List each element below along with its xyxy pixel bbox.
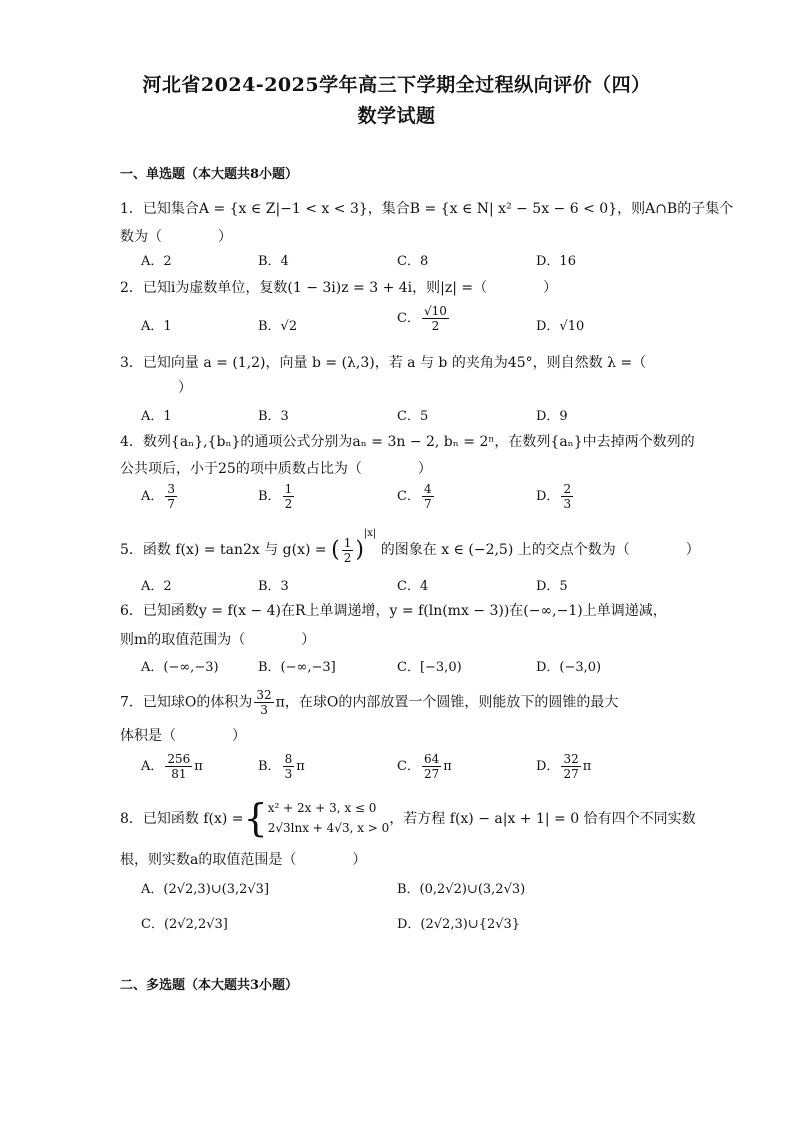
q8-option-a: A．(2√2,3)∪(3,2√3] [141,882,270,897]
q4-option-d [536,482,575,511]
q4-option-c-label: C． [397,489,420,504]
exam-title: 河北省2024-2025学年高三下学期全过程纵向评价（四） [142,74,651,96]
q7-option-a-numerator: 256 [167,752,191,766]
q7-option-a-denominator: 81 [171,767,187,781]
q7-option-b-denominator: 3 [284,767,293,781]
q6-stem-line2: 则m的取值范围为（ ） [120,632,316,648]
q4-stem-line1: 4．数列{aₙ},{bₙ}的通项公式分别为aₙ = 3n − 2, bₙ = 2ⁿ，在数列{aₙ}中去掉两个数列的 [120,434,695,450]
q7-option-c-fraction [422,752,441,781]
q8-stem-line1 [120,796,696,840]
q2-option-c [397,304,451,333]
q1-stem-line1: 1．已知集合A = {x ∈ Z|−1 < x < 3}，集合B = {x ∈ N| x² − 5x − 6 < 0}，则A∩B的子集个 [120,201,734,217]
q7-fraction-denominator: 3 [260,703,268,717]
q7-stem-post: π，在球O的内部放置一个圆锥，则能放下的圆锥的最大 [275,694,619,711]
q4-option-b-numerator: 1 [284,482,293,496]
section-heading-multiple-choice: 二、多选题（本大题共3小题） [120,978,299,993]
q7-option-a-fraction [165,752,192,781]
q7-option-c-pi: π [443,759,452,774]
q1-option-d: D．16 [536,254,576,269]
q8-option-c: C．(2√2,2√3] [141,917,228,932]
section-heading-single-choice: 一、单选题（本大题共8小题） [120,167,299,182]
q2-option-d: D．√10 [536,319,585,334]
q7-option-c [397,752,452,781]
q7-option-a [141,752,203,781]
q7-option-b-pi: π [296,759,305,774]
q7-option-d-denominator: 27 [563,767,579,781]
q5-option-c: C．4 [397,579,429,594]
q5-option-a: A．2 [141,579,172,594]
q7-option-d-pi: π [582,759,592,774]
q5-stem-pre: 5．函数 f(x) = tan2x 与 g(x) = [120,542,332,558]
q4-option-d-fraction [561,482,573,511]
q7-stem-line1 [120,688,618,717]
q8-case2: 2√3lnx + 4√3, x > 0 [267,821,390,835]
q7-option-a-pi: π [194,759,203,774]
q3-option-d: D．9 [536,409,568,424]
q8-brace: { [243,796,268,840]
q2-option-a: A．1 [141,319,172,334]
q5-stem-post: 的图象在 x ∈ (−2,5) 上的交点个数为（ ） [376,542,700,558]
q5-fraction-numerator: 1 [343,535,352,550]
q6-option-a: A．(−∞,−3) [141,660,219,675]
q8-case1: x² + 2x + 3, x ≤ 0 [267,801,377,815]
q4-option-c-fraction [422,482,434,511]
q5-stem [120,528,700,565]
q7-option-a-label: A． [141,759,164,774]
q7-fraction [254,688,273,717]
q5-paren-close: ) [355,537,364,563]
q4-option-b [258,482,296,511]
q3-option-b: B．3 [258,409,289,424]
q7-stem-pre: 7．已知球O的体积为 [120,694,253,711]
q3-stem-line2: ） [178,380,192,396]
q5-fraction-denominator: 2 [343,550,352,565]
q7-option-b-numerator: 8 [284,752,293,766]
q7-fraction-numerator: 32 [256,688,272,702]
q4-option-d-label: D． [536,489,560,504]
q2-option-c-fraction [422,304,449,333]
q4-stem-line2: 公共项后，小于25的项中质数占比为（ ） [120,461,432,477]
q7-option-b-fraction [283,752,295,781]
q6-option-d: D．(−3,0) [536,660,602,675]
q7-option-d-fraction [561,752,580,781]
q3-option-a: A．1 [141,409,172,424]
q4-option-b-fraction [283,482,295,511]
q5-fraction [342,536,354,565]
q4-option-a-denominator: 7 [167,497,176,511]
q3-stem-line1: 3．已知向量 a = (1,2)，向量 b = (λ,3)，若 a 与 b 的夹角为45°，则自然数 λ =（ [120,355,647,371]
q1-option-c: C．8 [397,254,429,269]
q7-option-d [536,752,591,781]
q2-option-b: B．√2 [258,319,298,334]
q8-stem-pre: 8．已知函数 f(x) = [120,811,244,827]
q7-option-c-numerator: 64 [423,752,440,766]
q5-paren-open: ( [331,537,340,563]
q8-stem-line2: 根，则实数a的取值范围是（ ） [120,852,367,868]
q4-option-c [397,482,436,511]
q1-option-a: A．2 [141,254,172,269]
q4-option-d-numerator: 2 [563,482,572,496]
q1-stem-line2: 数为（ ） [120,229,232,245]
q7-option-b-label: B． [258,759,281,774]
q2-option-c-numerator: √10 [423,304,447,318]
q7-option-b [258,752,305,781]
exam-subtitle: 数学试题 [357,105,436,127]
q4-option-b-label: B． [258,489,281,504]
q8-option-b: B．(0,2√2)∪(3,2√3) [397,882,526,897]
q4-option-a-label: A． [141,489,164,504]
q4-option-a [141,482,179,511]
q6-stem-line1: 6．已知函数y = f(x − 4)在R上单调递增，y = f(ln(mx − 3))在(−∞,−1)上单调递减， [120,603,667,619]
q4-option-d-denominator: 3 [563,497,572,511]
q6-option-b: B．(−∞,−3] [258,660,336,675]
q4-option-a-numerator: 3 [167,482,176,496]
q7-option-c-label: C． [397,759,420,774]
q7-option-d-numerator: 32 [563,752,579,766]
q2-stem: 2．已知i为虚数单位，复数(1 − 3i)z = 3 + 4i，则|z| =（ ） [120,280,558,296]
q2-option-c-denominator: 2 [431,319,440,333]
q7-option-d-label: D． [536,759,560,774]
q4-option-c-denominator: 7 [423,497,432,511]
q8-option-d: D．(2√2,3)∪{2√3} [397,917,521,932]
q6-option-c: C．[−3,0) [397,660,462,675]
q5-option-b: B．3 [258,579,289,594]
q8-stem-post: ，若方程 f(x) − a|x + 1| = 0 恰有四个不同实数 [389,811,696,827]
q4-option-c-numerator: 4 [423,482,432,496]
q8-piecewise [268,798,390,838]
q4-option-b-denominator: 2 [284,497,293,511]
q7-stem-line2: 体积是（ ） [120,728,246,744]
q4-option-a-fraction [165,482,177,511]
q1-option-b: B．4 [258,254,289,269]
q2-option-c-label: C． [397,311,420,326]
q3-option-c: C．5 [397,409,429,424]
q7-option-c-denominator: 27 [423,767,440,781]
q5-exponent: |x| [363,528,377,539]
q5-option-d: D．5 [536,579,568,594]
